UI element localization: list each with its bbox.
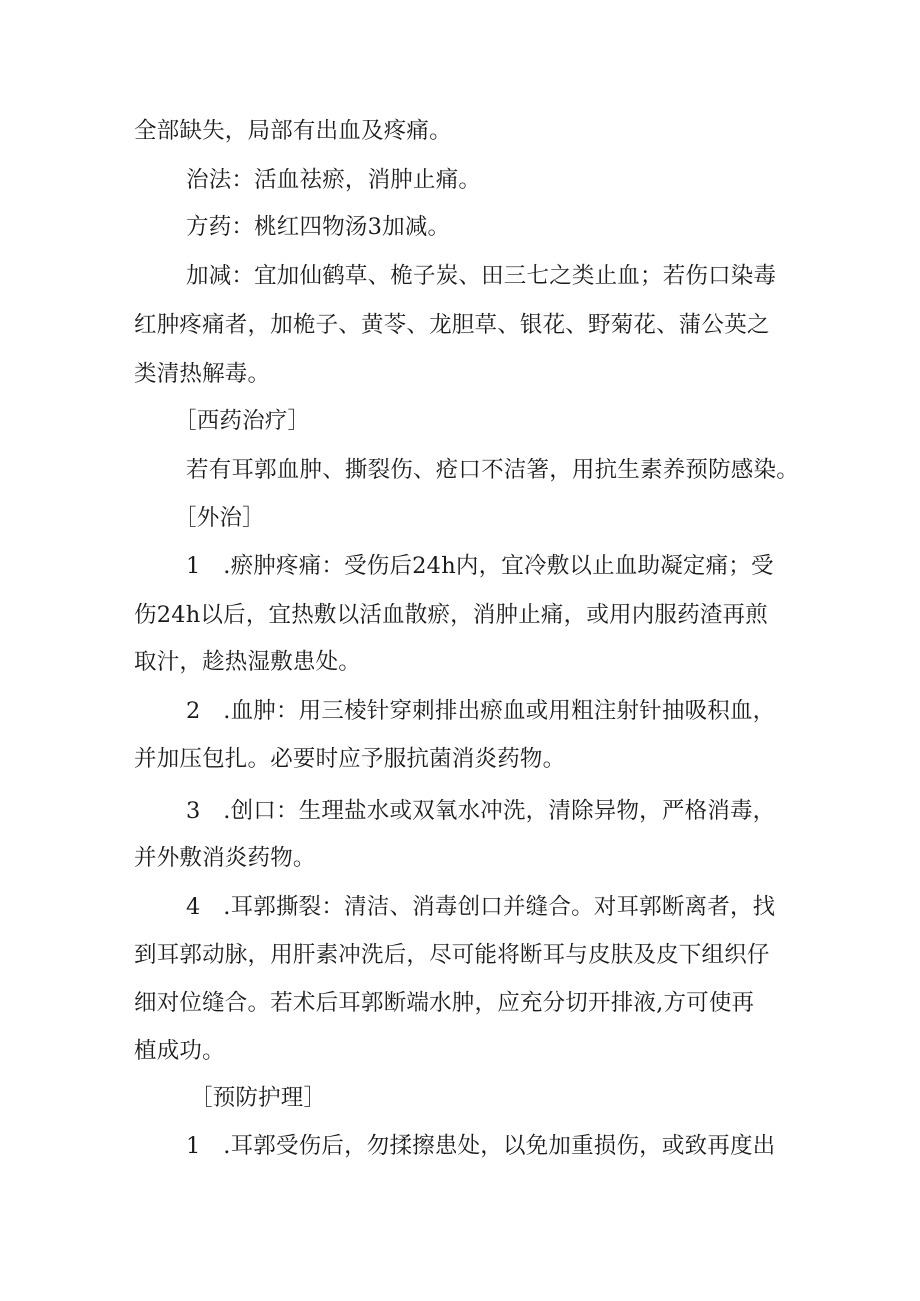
text-line: 治法：活血祛瘀，消肿止痛。 [186, 167, 482, 193]
text-line: 红肿疼痛者，加桅子、黄苓、龙胆草、银花、野菊花、蒲公英之 [134, 312, 770, 338]
text-line: 1 .瘀肿疼痛：受伤后24h内，宜冷敷以止血助凝定痛；受 [186, 553, 774, 579]
text-line: 3 .创口：生理盐水或双氧水冲洗，清除异物，严格消毒， [186, 798, 776, 824]
text-line: 2 .血肿：用三棱针穿刺排出瘀血或用粗注射针抽吸积血， [186, 698, 776, 724]
text-line: 取汁，趁热湿敷患处。 [134, 649, 362, 675]
text-line: 类清热解毒。 [134, 361, 271, 387]
text-line: 全部缺失，局部有出血及疼痛。 [134, 118, 452, 144]
section-heading: ［外治］ [174, 505, 265, 531]
text-line: 并加压包扎。必要时应予服抗菌消炎药物。 [134, 746, 566, 772]
text-line: 加减：宜加仙鹤草、桅子炭、田三七之类止血；若伤口染毒 [186, 263, 777, 289]
section-heading: ［西药治疗］ [174, 408, 311, 434]
text-line: 伤24h以后，宜热敷以活血散瘀，消肿止痛，或用内服药渣再煎 [134, 602, 768, 628]
section-heading: ［预防护理］ [190, 1085, 327, 1111]
text-line: 细对位缝合。若术后耳郭断端水肿，应充分切开排液,方可使再 [134, 990, 755, 1016]
text-line: 到耳郭动脉，用肝素冲洗后，尽可能将断耳与皮肤及皮下组织仔 [134, 942, 770, 968]
text-line: 1 .耳郭受伤后，勿揉擦患处，以免加重损伤，或致再度出 [186, 1133, 776, 1159]
text-line: 植成功。 [134, 1038, 225, 1064]
text-line: 4 .耳郭撕裂：清洁、消毒创口并缝合。对耳郭断离者，找 [186, 894, 776, 920]
text-line: 并外敷消炎药物。 [134, 845, 316, 871]
text-line: 若有耳郭血肿、撕裂伤、疮口不洁箸，用抗生素养预防感染。 [186, 457, 799, 483]
text-line: 方药：桃红四物汤3加减。 [186, 214, 451, 240]
